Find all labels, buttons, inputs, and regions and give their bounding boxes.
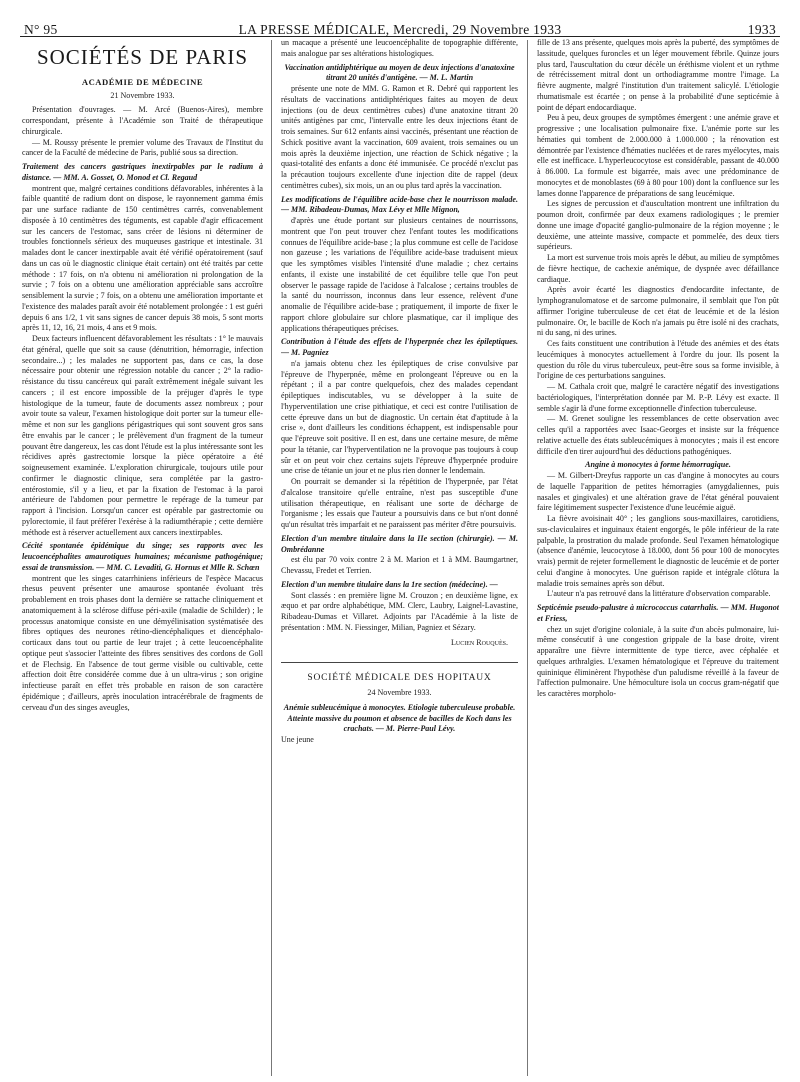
paragraph: Deux facteurs influencent défavorablement les résultats : 1° le mauvais état général, quelle que soit sa cause (dénutrition, hémorragie, infection secondaire...) ; les malades ne supportent pas, dans ce cas, la dose nécessaire pour obtenir une régression notable du cancer ; 2° la radio-résistance du tissu cancéreux qui paraît extrêmement inégale suivant les cancers ; il est encore impossible de la préjuger d'après le type histologique de la tumeur, faute de documents assez nombreux ; pour avoir toute sa valeur, l'examen histologique doit porter sur la tumeur elle-même et non sur les ganglions périgastriques qui sont souvent gros sans être envahis par le cancer ; le prélèvement d'un fragment de la tumeur pouvant être dangereux, les cas dont l'étude est la plus intéressante sont les récidives après gastrectomie lorsque la pièce opératoire a été soigneusement examinée. L'exploration chirurgicale, toujours utile pour confirmer le diagnostic clinique, sera complétée par la gastro-entérostomie, s'il y a lieu, et par la fixation de l'estomac à la paroi antérieure de l'abdomen pour permettre le repérage de la tumeur par rapport à l'incision. Lorsqu'un cancer est opérable par gastrectomie ou pylorectomie, il faut préférer l'exérèse à la radiumthérapie ; cette dernière méthode est à réserver actuellement aux cancers inextirpables. — [22, 334, 263, 537]
paragraph: Ces faits constituent une contribution à l'étude des anémies et des états leucémiques à monocytes actuellement à l'ordre du jour. Ils posent la question du rôle du virus tuberculeux, peut-être sous sa forme invisible, à l'origine de ces perturbations sanguines. — [537, 339, 779, 381]
paragraph: Sont classés : en première ligne M. Crouzon ; en deuxième ligne, ex æquo et par ordre alphabétique, MM. Clerc, Laubry, Laignel-Lavastine, Ribadeau-Dumas et Villaret. Adjoints par l'Académie à la liste de présentation : MM. N. Fiessinger, Milian, Pagniez et Sézary. — [281, 590, 518, 632]
article-heading: Election d'un membre titulaire dans la 1re section (médecine). — — [281, 579, 498, 589]
society-title: ACADÉMIE DE MÉDECINE — [81, 76, 204, 87]
paragraph: fille de 13 ans présente, quelques mois après la puberté, des symptômes de lassitude, quelques furoncles et un léger mouvement fébrile. Quinze jours plus tard, l'auscultation du cœur décèle un éréthisme violent et un rythme de rétrécissement mitral dont un orthodiagramme montre l'image. La fièvre augmente, malgré l'institution d'un traitement salicylé. L'étiologie rhumatismale est écartée ; on pense à la probabilité d'une septicémie à point de départ endocardiaque. — [537, 38, 779, 112]
column-3 — [537, 38, 779, 1078]
paragraph: Présentation d'ouvrages. — M. Arcé (Buenos-Aires), membre correspondant, présente à l'Académie son Traité de thérapeutique chirurgicale. — [22, 105, 263, 136]
article-heading: Election d'un membre titulaire dans la IIe section (chirurgie). — M. Ombrédanne — [281, 533, 518, 554]
paragraph: un macaque a présenté une leucoencéphalite de topographie différente, mais analogue par ses altérations histologiques. — [281, 38, 518, 58]
session-date: 21 Novembre 1933. — [110, 90, 175, 100]
paragraph: Après avoir écarté les diagnostics d'endocardite infectante, de lymphogranulomatose et de sarcome pulmonaire, il semblait que l'on pût affirmer l'origine tuberculeuse de cet état de leucémie et de la lésion pulmonaire. Or, le bacille de Koch n'a jamais pu être isolé ni des crachats, ni du sang, ni des urines. — [537, 285, 779, 338]
page-header — [20, 8, 780, 37]
article-heading: Anémie subleucémique à monocytes. Etiologie tuberculeuse probable. Atteinte massive du poumon et absence de bacilles de Koch dans les crachats. — M. Pierre-Paul Lévy. — [283, 702, 516, 734]
article-heading: Cécité spontanée épidémique du singe; ses rapports avec les leucoencéphalites amaurotiques humaines; mécanisme pathogénique; essai de transmission. — MM. C. Levaditi, G. Hornus et Mlle R. Schœn — [22, 541, 263, 572]
paragraph: n'a jamais obtenu chez les épileptiques de crise convulsive par l'épreuve de l'hyperpnée, même en prolongeant l'épreuve ou en la répétant ; il a par contre quelquefois, chez des malades cependant épileptiques indiscutables, vu se développer à la suite de l'hyperventilation une crise pithiatique, et ceci est contre l'utilisation de cette épreuve dans un but de diagnostic. Un certain état d'aptitude à la crise », dont d'ailleurs les conditions échappent, est indispensable pour que l'épreuve soit positive. Il en est, dans une certaine mesure, de même pour la tétanie, car l'hyperventilation ne la provoque pas toujours à coup sûr et on peut voir chez certains sujets l'épreuve d'hyperpnée produire une crise de tétanie un jour et ne plus rien donner le lendemain. — [281, 358, 518, 476]
paragraph: montrent que, malgré certaines conditions défavorables, inhérentes à la faible quantité de radium dont on dispose, le rayonnement gamma émis par une surface radiante de 150 centimètres carrés, convenablement disposée à 10 centimètres des téguments, est capable d'agir efficacement sur les cancers de l'estomac, sans créer de lésions ni déterminer de troubles fonctionnels sérieux des muqueuses gastrique et intestinale. 31 malades dont le cancer inextirpable avait été vérifié opératoirement (sauf dans un cas où le diagnostic clinique était certain) ont été traités par cette méthode : 17 fois, on n'a obtenu ni amélioration ni prolongation de la survie ; 7 fois on a obtenu une amélioration appréciable sans accroître sensiblement la survie ; 7 fois, on a obtenu une amélioration importante et l'existence des malades paraît avoir été notablement prolongée : 1 est guéri depuis 6 ans 1/2, 1 vit sans signes de cancer depuis 38 mois, 5 sont morts après 11, 12, 16, 21 mois, 4 ans et 9 mois. — [22, 183, 263, 333]
society-title: SOCIÉTÉ MÉDICALE DES HOPITAUX — [281, 662, 518, 684]
article-heading: Septicémie pseudo-palustre à micrococcus catarrhalis. — MM. Hugonot et Friess, — [537, 603, 779, 623]
column-2 — [281, 38, 518, 1078]
section-title: SOCIÉTÉS DE PARIS — [36, 45, 249, 69]
paragraph: Les signes de percussion et d'auscultation montrent une infiltration du poumon droit, confirmée par deux examens radiologiques ; le premier donne une image d'opacité ganglio-pulmonaire de la région moyenne ; le deuxième, une atteinte massive, compacte et pommelée, des deux tiers supérieurs. — [537, 199, 779, 252]
column-divider — [271, 40, 272, 1076]
article-heading: Les modifications de l'équilibre acide-base chez le nourrisson malade. — MM. Ribadeau-Dumas, Max Lévy et Mlle Mignon, — [281, 194, 518, 215]
paragraph: — M. Roussy présente le premier volume des Travaux de l'Institut du cancer de la Faculté de médecine de Paris, publié sous sa direction. — [22, 137, 263, 158]
journal-title: LA PRESSE MÉDICALE, Mercredi, 29 Novembre 1933 — [238, 22, 562, 37]
paragraph: d'après une étude portant sur plusieurs centaines de nourrissons, montrent que l'on peut trouver chez l'enfant toutes les modifications connues de l'équilibre acide-base ; la plus commune est celle de l'acidose non gazeuse ; les variations de l'équilibre acide-base traduisent mieux que les symptômes visibles l'intensité d'une maladie ; chez certains enfants, il existe une instabilité de cet équilibre telle que l'on peut observer le passage rapide de l'acidose à l'alcalose ; certains troubles de la santé du nourrisson, inconnus dans leur essence, relèvent d'une anomalie de l'équilibre acide-base ; pratiquement, il importe de fixer le rapport chlore globulaire sur chlore plasmatique, car il implique des applications thérapeutiques précises. — [281, 216, 518, 333]
paragraph: La fièvre avoisinait 40° ; les ganglions sous-maxillaires, carotidiens, sus-claviculaires et inguinaux étaient engorgés, le pôle inférieur de la rate palpable, la prostration du malade profonde. Seul l'examen hématologique (absence d'anémie, leucocytose à 18.000, dont 56 pour 100 de monocytes vrais) permit de rejeter formellement le diagnostic de leucémie et de porter celui d'angine à monocytes. Une guérison rapide et intégrale clôtura la maladie trois semaines après son début. — [537, 514, 779, 588]
session-date: 24 Novembre 1933. — [367, 688, 432, 697]
article-heading: Vaccination antidiphtérique au moyen de deux injections d'anatoxine titrant 20 unités d'antigène. — M. L. Martin — [284, 62, 515, 83]
paragraph: chez un sujet d'origine coloniale, à la suite d'un abcès pulmonaire, lui-même consécutif à une congestion grippale de la base droite, virent apparaître une fièvre intermittente de type tierce, avec céphalée et quelques arthralgies. L'examen hématologique et l'épreuve du traitement quininique éliminèrent l'hypothèse d'un paludisme réveillé à la faveur de l'affection pulmonaire. Une hémoculture isola un coccus gram-négatif que les caractères morpholo- — [537, 624, 779, 698]
paragraph: L'auteur n'a pas retrouvé dans la littérature d'observation comparable. — [547, 589, 771, 599]
article-heading: Traitement des cancers gastriques inextirpables par le radium à distance. — MM. A. Gosset, O. Monod et Cl. Regaud — [22, 162, 263, 182]
column-1 — [22, 38, 263, 1078]
paragraph: La mort est survenue trois mois après le début, au milieu de symptômes de fièvre hectique, de cachexie anémique, de dyspnée avec défaillance cardiaque. — [537, 253, 779, 284]
page-year: 1933 — [747, 22, 776, 37]
column-divider — [527, 40, 528, 1076]
article-heading: Angine à monocytes à forme hémorragique. — [585, 460, 731, 470]
paragraph: On pourrait se demander si la répétition de l'hyperpnée, par l'état d'alcalose transitoire qu'elle entraîne, n'est pas susceptible d'une utilisation thérapeutique, en réalisant une sorte de décharge de l'organisme ; les essais que l'auteur a poursuivis dans ce but n'ont donné qu'un résultat très imparfait et ne paraissent pas mériter d'être poursuivis. — [281, 477, 518, 529]
article-heading: Contribution à l'étude des effets de l'hyperpnée chez les épileptiques. — M. Pagniez — [281, 337, 518, 357]
paragraph: — M. Grenet souligne les ressemblances de cette observation avec celles qu'il a rapportées avec Isaac-Georges et insiste sur la fréquence relative actuelle des états subleucémiques à monocytes ; mais il est encore difficile d'en tirer aujourd'hui des déductions pathogéniques. — [537, 414, 779, 456]
issue-number: N° 95 — [24, 22, 58, 37]
paragraph: — M. Gilbert-Dreyfus rapporte un cas d'angine à monocytes au cours de laquelle l'apparition de petites hémorragies (amygdaliennes, puis nasales et gingivales) et une altération grave de l'état général pouvaient faire légitimement suspecter l'existence d'une leucémie aiguë. — [537, 471, 779, 513]
paragraph: est élu par 70 voix contre 2 à M. Marion et 1 à MM. Baumgartner, Chevassu, Fredet et Terrien. — [281, 555, 518, 575]
paragraph: présente une note de MM. G. Ramon et R. Debré qui rapportent les résultats de vaccinations antidiphtériques faites au moyen de deux injections (ou de deux centimètres cubes) d'une anatoxine titrant 20 unités antigènes par cmc, l'intervalle entre les deux injections étant de trois semaines. Sur 612 enfants ainsi vaccinés, présentant une réaction de Schick positive avant la vaccination, 609 avaient, trois semaines ou un mois après la deuxième injection, une réaction de Schick négative ; la quasi-totalité des enfants a donc été immunisée. Ce procédé n'exclut pas la précaution toujours excellente d'une injection dite de rappel (deux centimètres cubes), six mois, un an ou plus tard après la vaccination. — [281, 84, 518, 190]
paragraph: Une jeune — [281, 735, 314, 744]
paragraph: Peu à peu, deux groupes de symptômes émergent : une anémie grave et progressive ; une localisation pulmonaire fixe. L'anémie porte sur les hématies qui tombent de 2.000.000 à 1.000.000 ; la rénovation est démontrée par l'existence d'hématies nucléées et de rares myélocytes, mais elle est inefficace. L'hyperleucocytose est considérable, passant de 40.000 à 86.000. La formule est bigarrée, mais avec une prédominance de monocytes et de monoblastes (69 à 80 pour 100) dont la confluence sur les lames donne l'apparence de préparations de sang leucémique. — [537, 113, 779, 198]
paragraph: — M. Cathala croit que, malgré le caractère négatif des investigations bactériologiques, l'interprétation donnée par M. P.-P. Lévy est exacte. Il semble s'agir là d'une forme exceptionnelle d'infection tuberculeuse. — [537, 382, 779, 413]
author-signature: Lucien Rouquès. — [451, 637, 508, 647]
header-rule — [20, 36, 780, 37]
paragraph: montrent que les singes catarrhiniens inférieurs de l'espèce Macacus rhesus peuvent présenter une amaurose spontanée évoluant très probablement en trois phases dont la dernière se rattache cliniquement et anatomiquement à la sclérose diffuse péri-axile (maladie de Schilder) ; le processus anatomique consiste en une démyélinisation systématisée des fibres optiques des neurones rétino-diencéphaliques et diencéphalo-corticaux dans tout ou partie de leur trajet ; à cette leucoencéphalite optique peut s'associer l'atteinte des fibres sensitives des cordons de Goll et de Flechsig. En l'absence de tout germe visible ou cultivable, cette affection doit être considérée comme due à un ultra-virus ; son origine infectieuse paraît en effet très probable en raison de son caractère épidémique ; d'ailleurs, après inoculation intracérébrale de fragments de cerveau d'un des singes aveugles, — [22, 573, 263, 712]
